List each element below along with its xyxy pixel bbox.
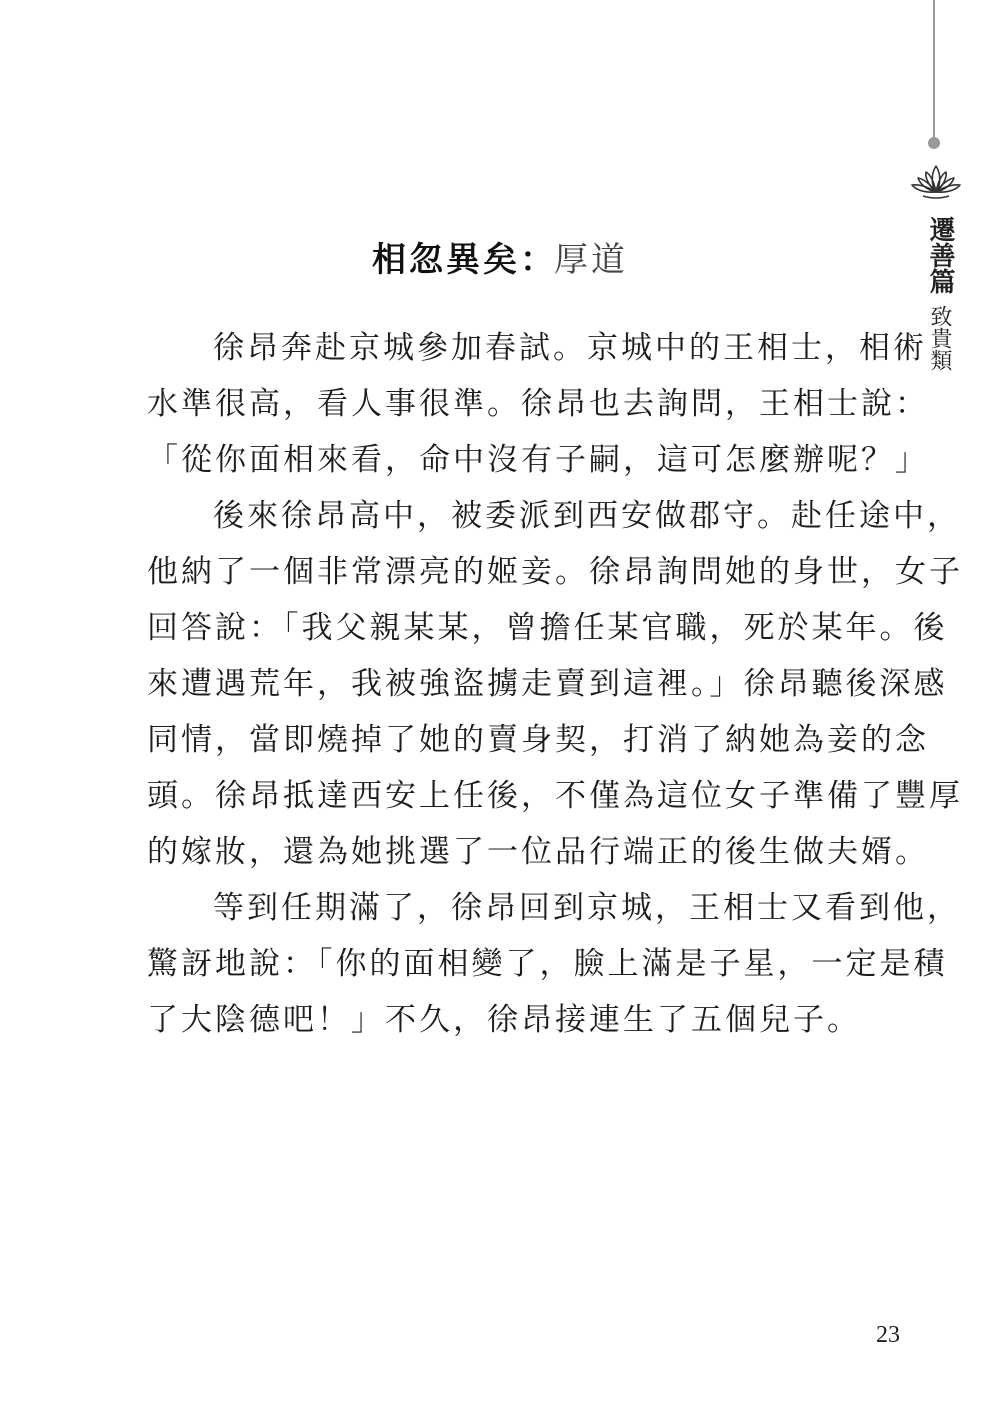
heading-sub: 厚道 [554, 240, 628, 280]
section-subtitle: 致貴類 [927, 305, 952, 371]
body-line: 後來徐昂高中，被委派到西安做郡守。赴任途中， [213, 498, 961, 534]
body-line: 同情，當即燒掉了她的賣身契，打消了納她為妾的念 [147, 722, 929, 758]
section-title: 遷善篇 [925, 216, 955, 294]
body-line: 回答說：「我父親某某，曾擔任某官職，死於某年。後 [147, 610, 948, 646]
heading-main: 相忽異矣 [372, 240, 520, 280]
body-line: 徐昂奔赴京城參加春試。京城中的王相士，相術 [213, 330, 927, 366]
side-tab-dot [928, 137, 940, 149]
story-heading [0, 238, 1000, 282]
body-line: 了大陰德吧！」不久，徐昂接連生了五個兒子。 [147, 1002, 861, 1038]
body-line: 「從你面相來看，命中沒有子嗣，這可怎麼辦呢？」 [147, 442, 929, 478]
body-line: 頭。徐昂抵達西安上任後，不僅為這位女子準備了豐厚 [147, 778, 963, 814]
lotus-icon [911, 162, 961, 200]
body-line: 水準很高，看人事很準。徐昂也去詢問，王相士說： [147, 386, 929, 422]
body-line: 來遭遇荒年，我被強盜擄走賣到這裡。」徐昂聽後深感 [147, 666, 948, 702]
heading-separator: ： [520, 240, 554, 280]
body-line: 等到任期滿了，徐昂回到京城，王相士又看到他， [213, 890, 961, 926]
body-line: 驚訝地說：「你的面相變了，臉上滿是子星，一定是積 [147, 946, 948, 982]
body-line: 的嫁妝，還為她挑選了一位品行端正的後生做夫婿。 [147, 834, 929, 870]
body-line: 他納了一個非常漂亮的姬妾。徐昂詢問她的身世，女子 [147, 554, 963, 590]
page-number: 23 [876, 1322, 900, 1348]
side-tab-line [933, 0, 935, 140]
